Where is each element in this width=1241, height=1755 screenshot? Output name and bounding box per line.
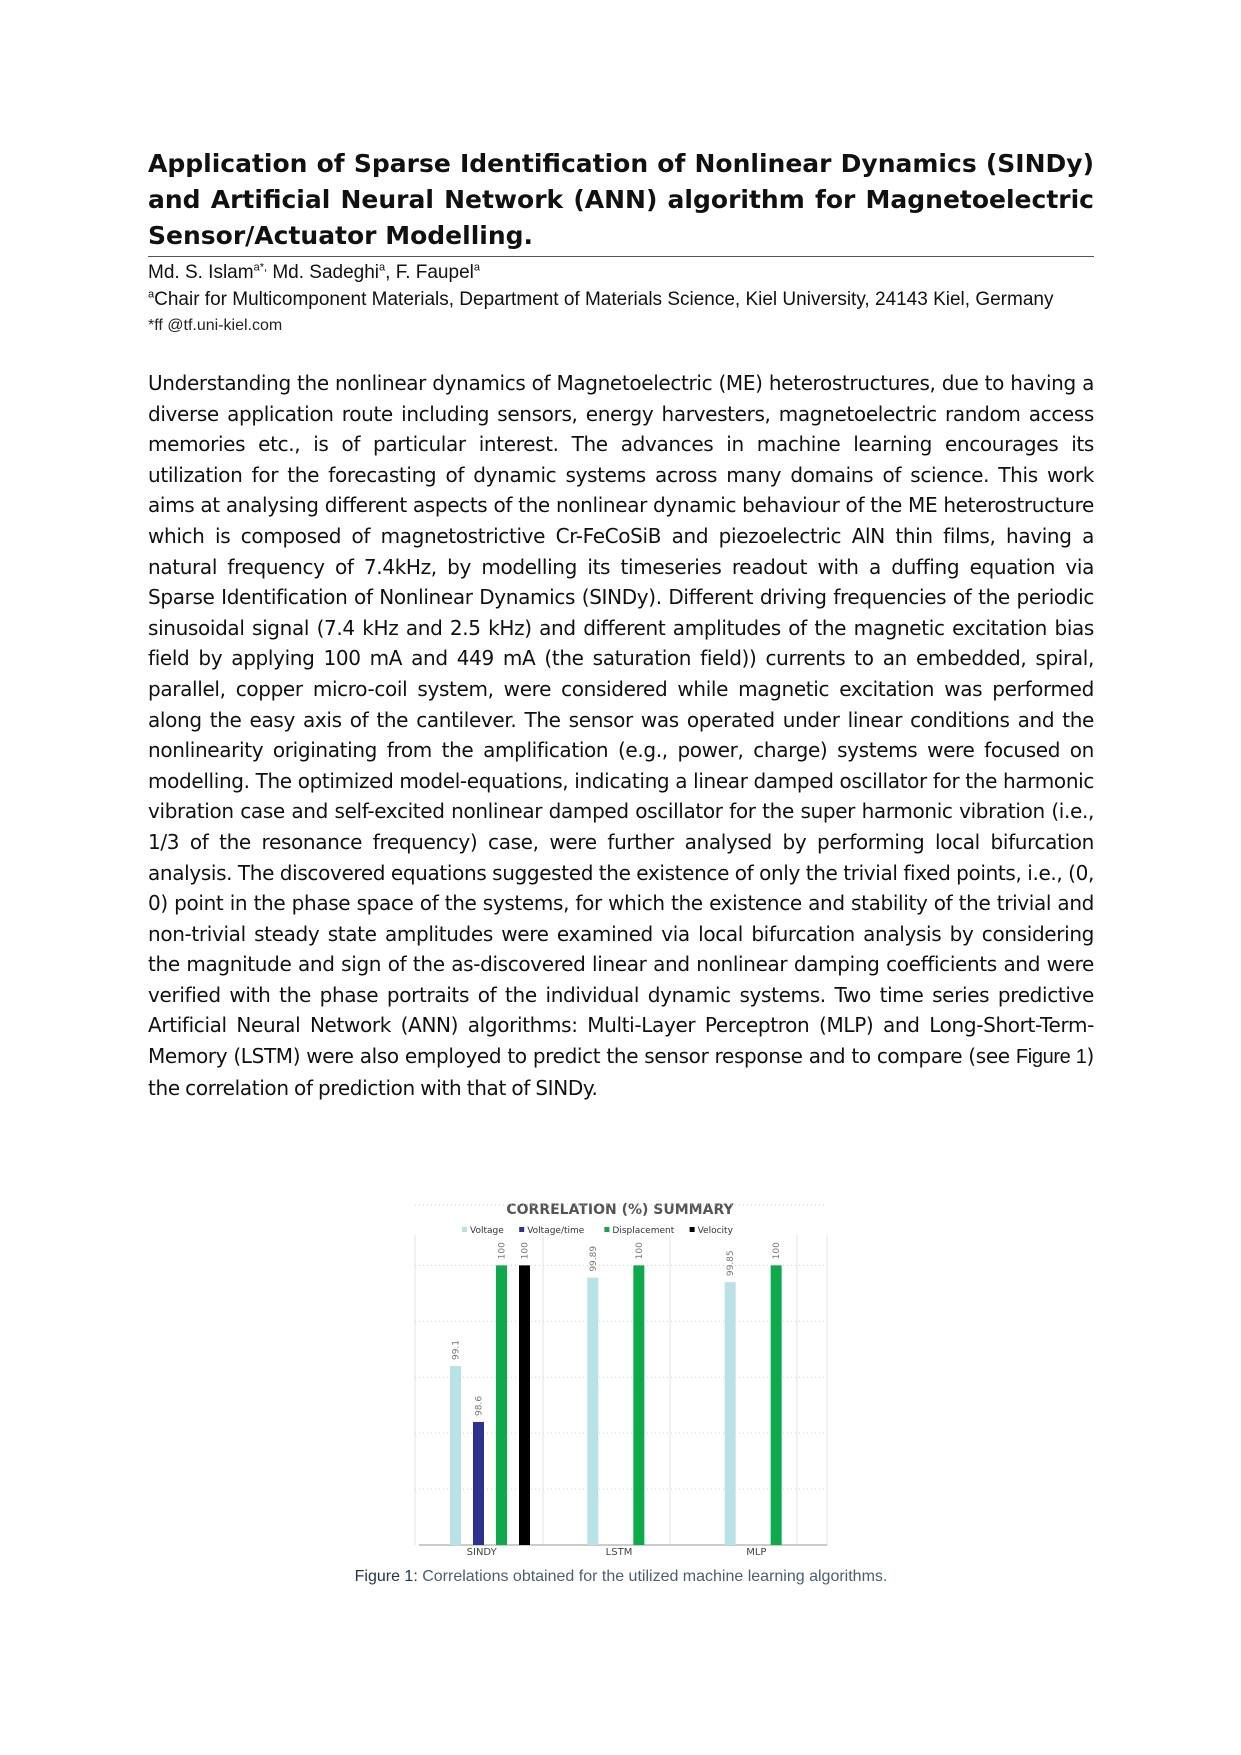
- correlation-chart: [407, 1195, 833, 1557]
- chart-bar: [725, 1282, 736, 1545]
- legend-swatch: [604, 1227, 609, 1232]
- legend-swatch: [462, 1227, 467, 1232]
- abstract-text-end: ) the correlation of prediction with that of SINDy.: [148, 1044, 1094, 1100]
- affiliation-superscript: a: [148, 288, 155, 301]
- bar-value-label: 100: [497, 1242, 508, 1260]
- chart-bar: [519, 1265, 530, 1545]
- correlation-chart-figure: [407, 1195, 833, 1557]
- x-tick-label: SINDY: [466, 1547, 497, 1557]
- figure-caption: [148, 1568, 1094, 1586]
- author-name: Md. S. Islam: [148, 262, 254, 283]
- bar-value-label: 100: [520, 1242, 531, 1260]
- abstract: [148, 368, 1094, 1103]
- author-name: , F. Faupel: [385, 262, 474, 283]
- chart-bar: [450, 1366, 461, 1545]
- chart-bar: [473, 1422, 484, 1545]
- x-tick-label: MLP: [746, 1547, 767, 1557]
- bar-value-label: 99.85: [726, 1250, 737, 1277]
- chart-bar: [496, 1265, 507, 1545]
- author-name: Md. Sadeghi: [267, 262, 380, 283]
- legend-swatch: [519, 1227, 524, 1232]
- author-superscript: a: [379, 261, 386, 274]
- author-superscript: a: [473, 261, 480, 274]
- chart-bar: [587, 1278, 598, 1545]
- legend-label: Displacement: [612, 1226, 675, 1236]
- figure-caption-text: Correlations obtained for the utilized machine learning algorithms.: [417, 1568, 888, 1585]
- contact-email: *ff @tf.uni-kiel.com: [148, 317, 283, 334]
- author-list: [148, 260, 1094, 286]
- bar-value-label: 99.89: [588, 1245, 599, 1272]
- chart-title: CORRELATION (%) SUMMARY: [506, 1202, 734, 1218]
- affiliation: [148, 286, 1094, 313]
- figure-reference: Figure 1: [1015, 1046, 1087, 1069]
- bar-value-label: 100: [772, 1242, 783, 1260]
- legend-label: Voltage: [470, 1226, 504, 1236]
- paper-page: [148, 146, 1094, 1123]
- legend-label: Voltage/time: [527, 1226, 585, 1236]
- author-superscript: a*,: [253, 261, 268, 274]
- affiliation-text: Chair for Multicomponent Materials, Department of Materials Science, Kiel University, 24143 Kiel, Germany: [154, 289, 1054, 310]
- legend-swatch: [690, 1227, 695, 1232]
- figure-caption-label: Figure 1:: [354, 1568, 418, 1585]
- bar-value-label: 98.6: [474, 1395, 485, 1416]
- paper-title: Application of Sparse Identification of Nonlinear Dynamics (SINDy) and Artificial Neural Network (ANN) algorithm for Magnetoelectric Sensor/Actuator Modelling.: [148, 146, 1094, 257]
- chart-bar: [633, 1265, 644, 1545]
- abstract-text: Understanding the nonlinear dynamics of Magnetoelectric (ME) heterostructures, due to having a diverse application route including sensors, energy harvesters, magnetoelectric random access memories etc., is of particular interest. The advances in machine learning encourages its utilization for the forecasting of dynamic systems across many domains of science. This work aims at analysing different aspects of the nonlinear dynamic behaviour of the ME heterostructure which is composed of magnetostrictive Cr-FeCoSiB and piezoelectric AlN thin films, having a natural frequency of 7.4kHz, by modelling its timeseries readout with a duffing equation via Sparse Identification of Nonlinear Dynamics (SINDy). Different driving frequencies of the periodic sinusoidal signal (7.4 kHz and 2.5 kHz) and different amplitudes of the magnetic excitation bias field by applying 100 mA and 449 mA (the saturation field)) currents to an embedded, spiral, parallel, copper micro-coil system, were considered while magnetic excitation was performed along the easy axis of the cantilever. The sensor was operated under linear conditions and the nonlinearity originating from the amplification (e.g., power, charge) systems were focused on modelling. The optimized model-equations, indicating a linear damped oscillator for the harmonic vibration case and self-excited nonlinear damped oscillator for the super harmonic vibration (i.e., 1/3 of the resonance frequency) case, were further analysed by performing local bifurcation analysis. The discovered equations suggested the existence of only the trivial fixed points, i.e., (0, 0) point in the phase space of the systems, for which the existence and stability of the trivial and non-trivial steady state amplitudes were examined via local bifurcation analysis by considering the magnitude and sign of the as-discovered linear and nonlinear damping coefficients and were verified with the phase portraits of the individual dynamic systems. Two time series predictive Artificial Neural Network (ANN) algorithms: Multi-Layer Perceptron (MLP) and Long-Short-Term-Memory (LSTM) were also employed to predict the sensor response and to compare (see: [148, 371, 1094, 1069]
- bar-value-label: 99.1: [451, 1339, 462, 1361]
- x-tick-label: LSTM: [605, 1547, 633, 1557]
- bar-value-label: 100: [634, 1242, 645, 1260]
- legend-label: Velocity: [697, 1226, 733, 1236]
- chart-bar: [771, 1265, 782, 1545]
